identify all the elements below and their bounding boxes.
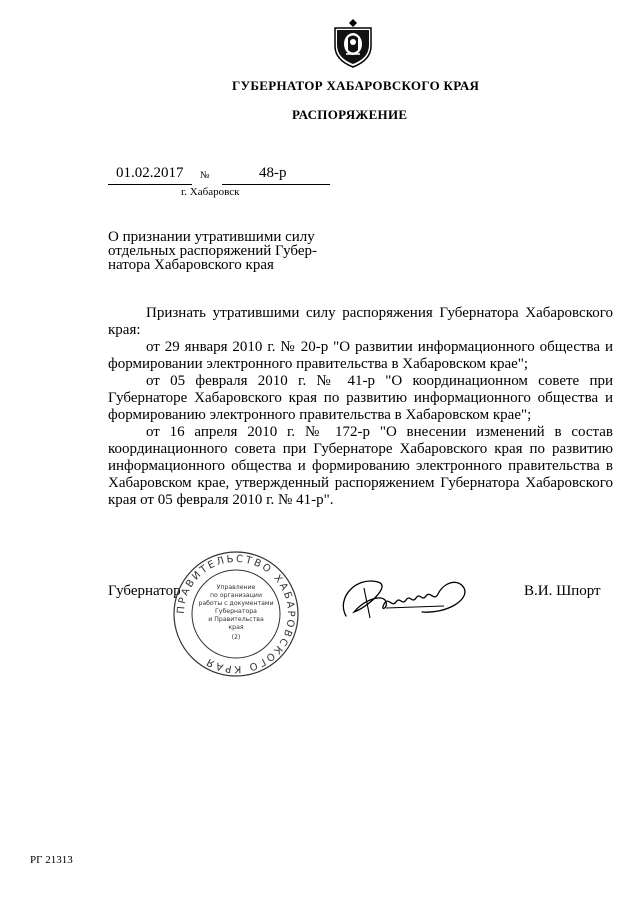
document-date: 01.02.2017 bbox=[116, 165, 184, 181]
document-type: РАСПОРЯЖЕНИЕ bbox=[292, 107, 408, 122]
signatory-position: Губернатор bbox=[108, 583, 181, 599]
seal-line-2: по организации bbox=[210, 592, 262, 599]
coat-of-arms-icon bbox=[331, 18, 375, 68]
seal-outer-text: ПРАВИТЕЛЬСТВО ХАБАРОВСКОГО КРАЯ bbox=[175, 553, 297, 675]
seal-line-1: Управление bbox=[216, 584, 256, 591]
signatory-name: В.И. Шпорт bbox=[524, 583, 601, 599]
issuer-title: ГУБЕРНАТОР ХАБАРОВСКОГО КРАЯ bbox=[232, 78, 480, 93]
document-subject: О признании утратившими силу отдельных распоряжений Губер-натора Хабаровского края bbox=[108, 229, 318, 273]
official-seal bbox=[171, 549, 301, 679]
document-city: г. Хабаровск bbox=[181, 186, 240, 198]
body-item-2: от 05 февраля 2010 г. № 41-р "О координационном совете при Губернаторе Хабаровского края по развитию информационного общества и формированию электронного правительства в Хабаровском крае"; bbox=[108, 373, 613, 423]
document-number: 48-р bbox=[259, 165, 287, 181]
body-item-1: от 29 января 2010 г. № 20-р "О развитии информационного общества и формировании электронного правительства в Хабаровском крае"; bbox=[108, 339, 613, 372]
seal-line-6: края bbox=[228, 624, 244, 631]
seal-line-4: Губернатора bbox=[215, 608, 257, 615]
body-item-3: от 16 апреля 2010 г. № 172-р "О внесении изменений в состав координационного совета при Губернаторе Хабаровского края по развитию информационного общества и формированию электронного правительства в Хабаровском крае, утвержденный распоряжением Губернатора Хабаровского края от 05 февраля 2010 г. № 41-р". bbox=[108, 424, 613, 508]
document-body bbox=[108, 305, 613, 509]
date-underline bbox=[108, 184, 192, 185]
seal-line-7: (2) bbox=[231, 634, 241, 641]
handwritten-signature bbox=[326, 568, 476, 628]
number-underline bbox=[222, 184, 330, 185]
seal-line-3: работы с документами bbox=[198, 600, 274, 607]
seal-line-5: и Правительства bbox=[208, 616, 264, 623]
body-intro: Признать утратившими силу распоряжения Губернатора Хабаровского края: bbox=[108, 305, 613, 338]
registration-code: РГ 21313 bbox=[30, 854, 73, 866]
number-label: № bbox=[200, 170, 210, 181]
